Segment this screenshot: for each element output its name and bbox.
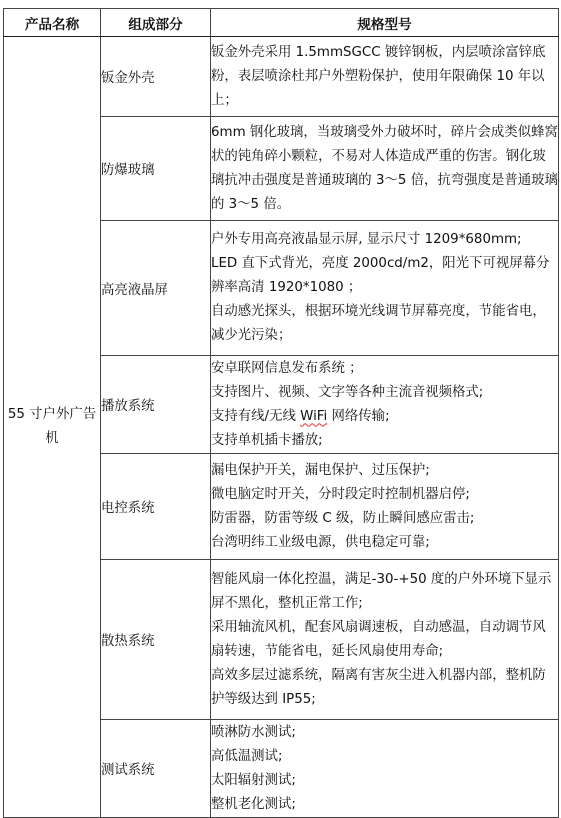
spec-line: 微电脑定时开关，分时段定时控制机器启停; xyxy=(211,486,470,502)
spec-cell xyxy=(211,117,559,221)
spec-line: 智能风扇一体化控温，满足-30-+50 度的户外环境下显示屏不黑化，整机正常工作; xyxy=(211,571,552,611)
spec-line: 6mm 钢化玻璃，当玻璃受外力破坏时，碎片会成类似蜂窝状的钝角碎小颗粒，不易对人体造成严重的伤害。钢化玻璃抗冲击强度是普通玻璃的 3～5 倍，抗弯强度是普通玻璃的 3～5 倍。 xyxy=(211,124,558,212)
spec-line: 支持图片、视频、文字等各种主流音视频格式; xyxy=(211,384,484,400)
component-name: 高亮液晶屏 xyxy=(101,221,211,356)
spec-line: 采用轴流风机，配套风扇调速板，自动感温，自动调节风扇转速，节能省电，延长风扇使用寿命; xyxy=(211,619,546,659)
component-name: 测试系统 xyxy=(101,720,211,818)
spec-line: 高低温测试; xyxy=(211,748,283,764)
spec-line: 支持有线/无线 WiFi 网络传输; xyxy=(211,408,390,424)
component-name: 散热系统 xyxy=(101,560,211,720)
spec-cell xyxy=(211,720,559,818)
component-name: 播放系统 xyxy=(101,356,211,454)
spec-line: LED 直下式背光，亮度 2000cd/m2，阳光下可视屏幕分辨率高清 1920*1080 ； xyxy=(211,256,550,295)
component-name: 钣金外壳 xyxy=(101,37,211,117)
header-row xyxy=(4,9,559,37)
component-name: 电控系统 xyxy=(101,454,211,560)
header-spec: 规格型号 xyxy=(211,9,559,37)
component-name: 防爆玻璃 xyxy=(101,117,211,221)
spec-line: 户外专用高亮液晶显示屏, 显示尺寸 1209*680mm; xyxy=(211,232,522,247)
spec-line: 太阳辐射测试; xyxy=(211,772,296,788)
spec-cell xyxy=(211,37,559,117)
spec-table xyxy=(3,8,559,818)
header-component: 组成部分 xyxy=(101,9,211,37)
spec-line: 高效多层过滤系统，隔离有害灰尘进入机器内部，整机防护等级达到 IP55; xyxy=(211,667,546,707)
spec-line: 台湾明纬工业级电源，供电稳定可靠; xyxy=(211,534,430,550)
spec-line: 钣金外壳采用 1.5mmSGCC 镀锌钢板，内层喷涂富锌底粉，表层喷涂杜邦户外塑粉保护，使用年限确保 10 年以上； xyxy=(211,44,546,108)
spec-line: 漏电保护开关，漏电保护、过压保护; xyxy=(211,462,430,478)
spec-line: 喷淋防水测试; xyxy=(211,724,296,740)
table-row xyxy=(4,37,559,117)
spec-cell xyxy=(211,221,559,356)
spec-cell xyxy=(211,356,559,454)
spec-cell xyxy=(211,560,559,720)
spec-line: 支持单机插卡播放; xyxy=(211,432,323,448)
spellcheck-mark: WiFi xyxy=(300,408,328,424)
spec-line: 整机老化测试; xyxy=(211,796,296,812)
spec-line: 防雷器，防雷等级 C 级，防止瞬间感应雷击; xyxy=(211,510,475,526)
spec-line: 安卓联网信息发布系统 ； xyxy=(211,360,363,376)
header-product: 产品名称 xyxy=(4,9,101,37)
spec-cell xyxy=(211,454,559,560)
spec-line: 自动感光探头，根据环境光线调节屏幕亮度，节能省电，减少光污染； xyxy=(211,304,546,343)
product-name: 55 寸户外广告机 xyxy=(4,37,101,818)
